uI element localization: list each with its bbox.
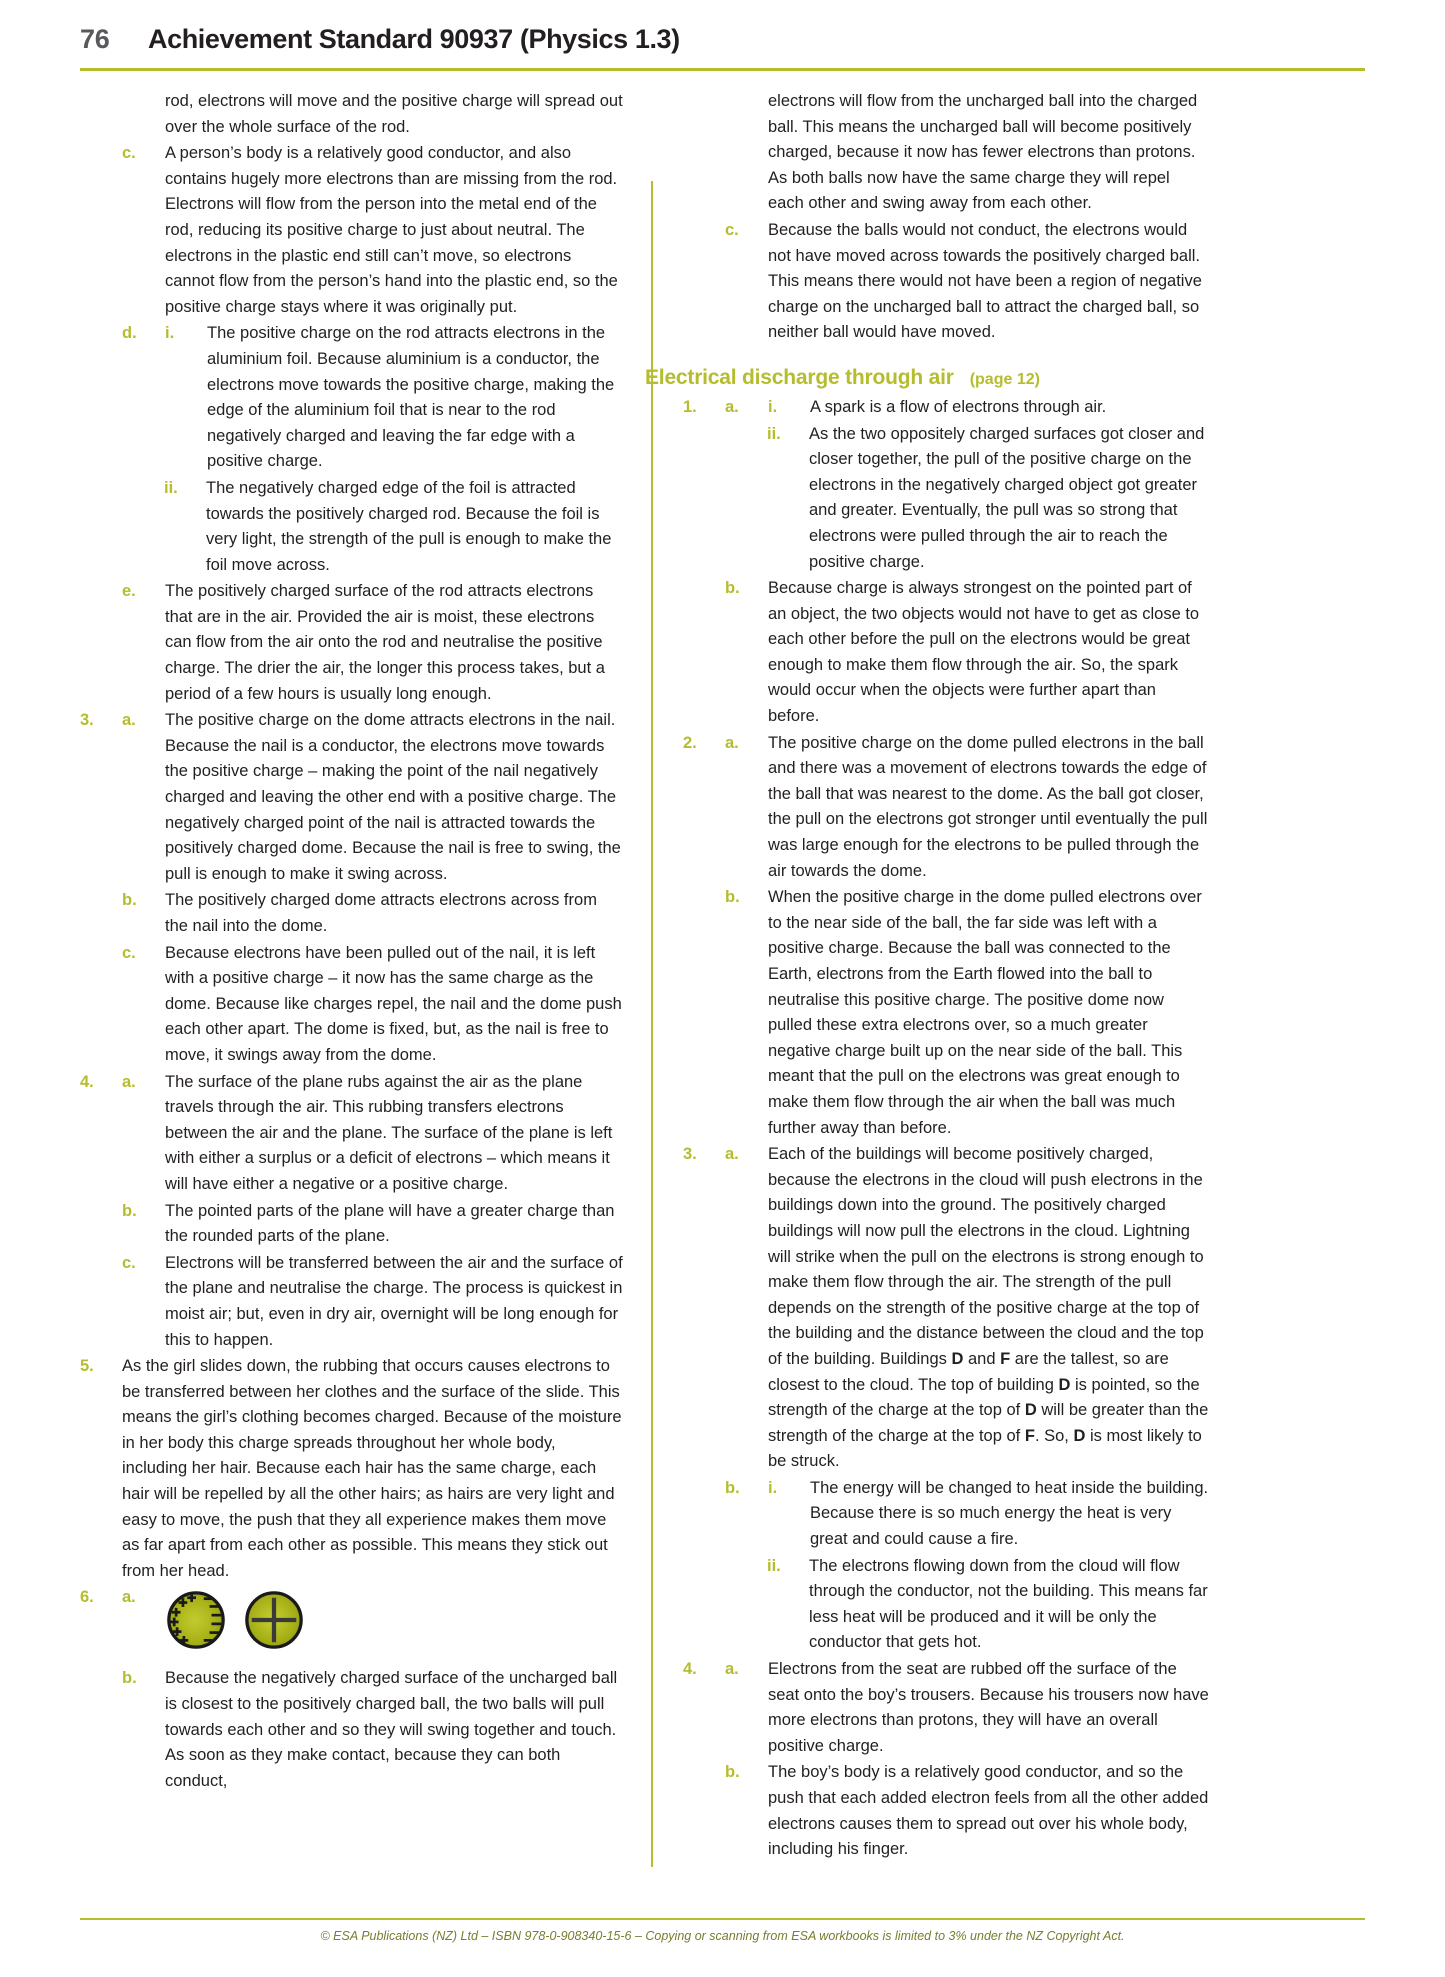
list-marker-alpha: c. xyxy=(725,220,739,239)
list-marker-roman: ii. xyxy=(164,478,178,497)
footer-divider-rule xyxy=(80,1918,1365,1920)
polarised-ball-icon xyxy=(165,1589,227,1651)
two-column-body xyxy=(0,71,1445,1864)
copyright-notice: © ESA Publications (NZ) Ltd – ISBN 978-0-908340-15-6 – Copying or scanning from ESA workbooks is limited to 3% under the NZ Copyright Act. xyxy=(320,1929,1125,1943)
list-item: 1. a. i. A spark is a flow of electrons through air. xyxy=(683,395,1210,421)
two-charged-balls-figure xyxy=(165,1589,623,1651)
list-marker-alpha: b. xyxy=(122,1201,137,1220)
list-item: b. i. The energy will be changed to heat inside the building. Because there is so much energy the heat is very great and could cause a fire. xyxy=(683,1476,1210,1553)
right-column xyxy=(645,89,1210,1864)
page-footer xyxy=(0,1918,1445,1943)
list-item: b. The boy’s body is a relatively good conductor, and so the push that each added electron feels from all the other added electrons causes them to spread out over his whole body, including his finger. xyxy=(683,1760,1210,1862)
page-header xyxy=(0,0,1445,55)
list-item: c. Electrons will be transferred between the air and the surface of the plane and neutralise the charge. The process is quickest in moist air; but, even in dry air, overnight will be long enough for this to happen. xyxy=(80,1251,623,1353)
list-item xyxy=(683,1142,1210,1475)
list-marker-alpha: b. xyxy=(725,888,740,907)
list-marker-alpha: b. xyxy=(725,1763,740,1782)
continuation-paragraph: rod, electrons will move and the positive charge will spread out over the whole surface of the rod. xyxy=(165,92,623,136)
list-marker-number: 5. xyxy=(80,1357,94,1376)
list-marker-alpha: d. xyxy=(122,324,137,343)
list-item: c. Because electrons have been pulled out of the nail, it is left with a positive charge – it now has the same charge as the dome. Because like charges repel, the nail and the dome push each other apart. The dome is fixed, but, as the nail is free to move, it swings away from the dome. xyxy=(80,941,623,1069)
list-item: 4. a. Electrons from the seat are rubbed off the surface of the seat onto the boy’s trousers. Because his trousers now have more electrons than protons, they will have an overall positive charge. xyxy=(683,1657,1210,1759)
list-marker-alpha: b. xyxy=(122,1669,137,1688)
list-item: 5. As the girl slides down, the rubbing that occurs causes electrons to be transferred between her clothes and the surface of the slide. This means the girl’s clothing becomes charged. Because of the moisture in her body this charge spreads throughout her whole body, including her hair. Because each hair has the same charge, each hair will be repelled by all the other hairs; as hairs are very light and easy to move, the push that they all experience makes them move as far apart from each other as possible. This means they stick out from her head. xyxy=(80,1354,623,1584)
list-marker-alpha: a. xyxy=(122,711,136,730)
list-marker-alpha: a. xyxy=(725,397,739,416)
list-item: c. A person’s body is a relatively good conductor, and also contains hugely more electrons than are missing from the rod. Electrons will flow from the person into the metal end of the rod, reducing its positive charge to just about neutral. The electrons in the plastic end still can’t move, so electrons cannot flow from the person’s hand into the plastic end, so the positive charge stays where it was originally put. xyxy=(80,141,623,320)
list-item: e. The positively charged surface of the rod attracts electrons that are in the air. Provided the air is moist, these electrons can flow from the air onto the rod and neutralise the positive charge. The drier the air, the longer this process takes, but a period of a few hours is usually long enough. xyxy=(80,579,623,707)
list-marker-number: 4. xyxy=(683,1660,697,1679)
list-marker-alpha: b. xyxy=(122,891,137,910)
list-item: b. Because charge is always strongest on the pointed part of an object, the two objects would not have to get as close to each other before the pull on the electrons would be great enough to make them flow through the air. So, the spark would occur when the objects were further apart than before. xyxy=(683,576,1210,730)
list-marker-number: 3. xyxy=(80,711,94,730)
list-marker-alpha: c. xyxy=(122,144,136,163)
list-marker-alpha: a. xyxy=(725,1145,739,1164)
list-item: d. i. The positive charge on the rod attracts electrons in the aluminium foil. Because aluminium is a conductor, the electrons move towards the positive charge, making the edge of the aluminium foil that is near to the rod negatively charged and leaving the far edge with a positive charge. xyxy=(80,321,623,475)
list-marker-roman: ii. xyxy=(767,1556,781,1575)
list-marker-roman: i. xyxy=(768,397,778,416)
list-marker-number: 2. xyxy=(683,733,697,752)
list-marker-alpha: a. xyxy=(122,1072,136,1091)
section-heading xyxy=(645,366,1210,390)
list-marker-roman: i. xyxy=(165,324,175,343)
list-marker-alpha: e. xyxy=(122,582,136,601)
left-column xyxy=(80,89,645,1864)
list-item: b. The positively charged dome attracts electrons across from the nail into the dome. xyxy=(80,888,623,939)
list-marker-roman: i. xyxy=(768,1478,778,1497)
list-item: 2. a. The positive charge on the dome pulled electrons in the ball and there was a movement of electrons towards the edge of the ball that was nearest to the dome. As the ball got closer, the pull on the electrons got stronger until eventually the pull was large enough for the electrons to be pulled through the air towards the dome. xyxy=(683,731,1210,885)
list-marker-roman: ii. xyxy=(767,424,781,443)
list-item: ii. As the two oppositely charged surfaces got closer and closer together, the pull of the positive charge on the electrons in the negatively charged object got greater and greater. Eventually, the pull was so strong that electrons were pulled through the air to reach the positive charge. xyxy=(725,422,1210,576)
list-item: 3. a. The positive charge on the dome attracts electrons in the nail. Because the nail is a conductor, the electrons move towards the positive charge – making the point of the nail negatively charged and leaving the other end with a positive charge. The negatively charged point of the nail is attracted towards the positively charged dome. Because the nail is free to swing, the pull is enough to make it swing across. xyxy=(80,708,623,887)
answer-text-with-bold-labels: Each of the buildings will become positively charged, because the electrons in the cloud will push electrons in the buildings down into the ground. The positively charged buildings will now pull the electrons in the cloud. Lightning will strike when the pull on the electrons is strong enough to make them flow through the air. The strength of the pull depends on the strength of the positive charge at the top of the building and the distance between the cloud and the top of the building. Buildings D and F are the tallest, so are closest to the cloud. The top of building D is pointed, so the strength of the charge at the top of D will be greater than the strength of the charge at the top of F. So, D is most likely to be struck. xyxy=(768,1145,1209,1471)
list-marker-number: 6. xyxy=(80,1588,94,1607)
list-marker-number: 1. xyxy=(683,397,697,416)
list-marker-alpha: b. xyxy=(725,1478,740,1497)
figure-container xyxy=(165,1585,623,1665)
section-heading-title: Electrical discharge through air xyxy=(645,365,954,389)
list-item: b. When the positive charge in the dome pulled electrons over to the near side of the ball, the far side was left with a positive charge. Because the ball was connected to the Earth, electrons from the Earth flowed into the ball to neutralise this positive charge. The positive dome now pulled these extra electrons over, so a much greater negative charge built up on the near side of the ball. This meant that the pull on the electrons was great enough to make them flow through the air when the ball was much further away than before. xyxy=(683,885,1210,1141)
list-marker-alpha: a. xyxy=(725,733,739,752)
list-item: b. Because the negatively charged surface of the uncharged ball is closest to the positively charged ball, the two balls will pull towards each other and so they will swing together and touch. As soon as they make contact, because they can both conduct, xyxy=(80,1666,623,1794)
list-item: 4. a. The surface of the plane rubs against the air as the plane travels through the air. This rubbing transfers electrons between the air and the plane. The surface of the plane is left with either a surplus or a deficit of electrons – which means it will have either a negative or a positive charge. xyxy=(80,1070,623,1198)
list-item: b. The pointed parts of the plane will have a greater charge than the rounded parts of the plane. xyxy=(80,1199,623,1250)
positively-charged-ball-icon xyxy=(243,1589,305,1651)
list-marker-alpha: a. xyxy=(725,1660,739,1679)
list-marker-alpha: b. xyxy=(725,579,740,598)
section-heading-page-ref: (page 12) xyxy=(969,370,1040,388)
page-title: Achievement Standard 90937 (Physics 1.3) xyxy=(148,24,680,54)
list-item: c. Because the balls would not conduct, the electrons would not have moved across towards the positively charged ball. This means there would not have been a region of negative charge on the uncharged ball to attract the charged ball, so neither ball would have moved. xyxy=(683,218,1210,346)
list-item: ii. The negatively charged edge of the foil is attracted towards the positively charged rod. Because the foil is very light, the strength of the pull is enough to make the foil move across. xyxy=(122,476,623,578)
list-item xyxy=(80,1585,623,1665)
continuation-paragraph: electrons will flow from the uncharged ball into the charged ball. This means the uncharged ball will become positively charged, because it now has fewer electrons than protons. As both balls now have the same charge they will repel each other and swing away from each other. xyxy=(768,92,1198,213)
list-item: ii. The electrons flowing down from the cloud will flow through the conductor, not the building. This means far less heat will be produced and it will be only the conductor that gets hot. xyxy=(725,1554,1210,1656)
list-marker-alpha: c. xyxy=(122,1253,136,1272)
list-marker-alpha: c. xyxy=(122,943,136,962)
page-number: 76 xyxy=(80,24,110,54)
list-marker-number: 3. xyxy=(683,1145,697,1164)
list-marker-alpha: a. xyxy=(122,1588,136,1607)
list-marker-number: 4. xyxy=(80,1072,94,1091)
